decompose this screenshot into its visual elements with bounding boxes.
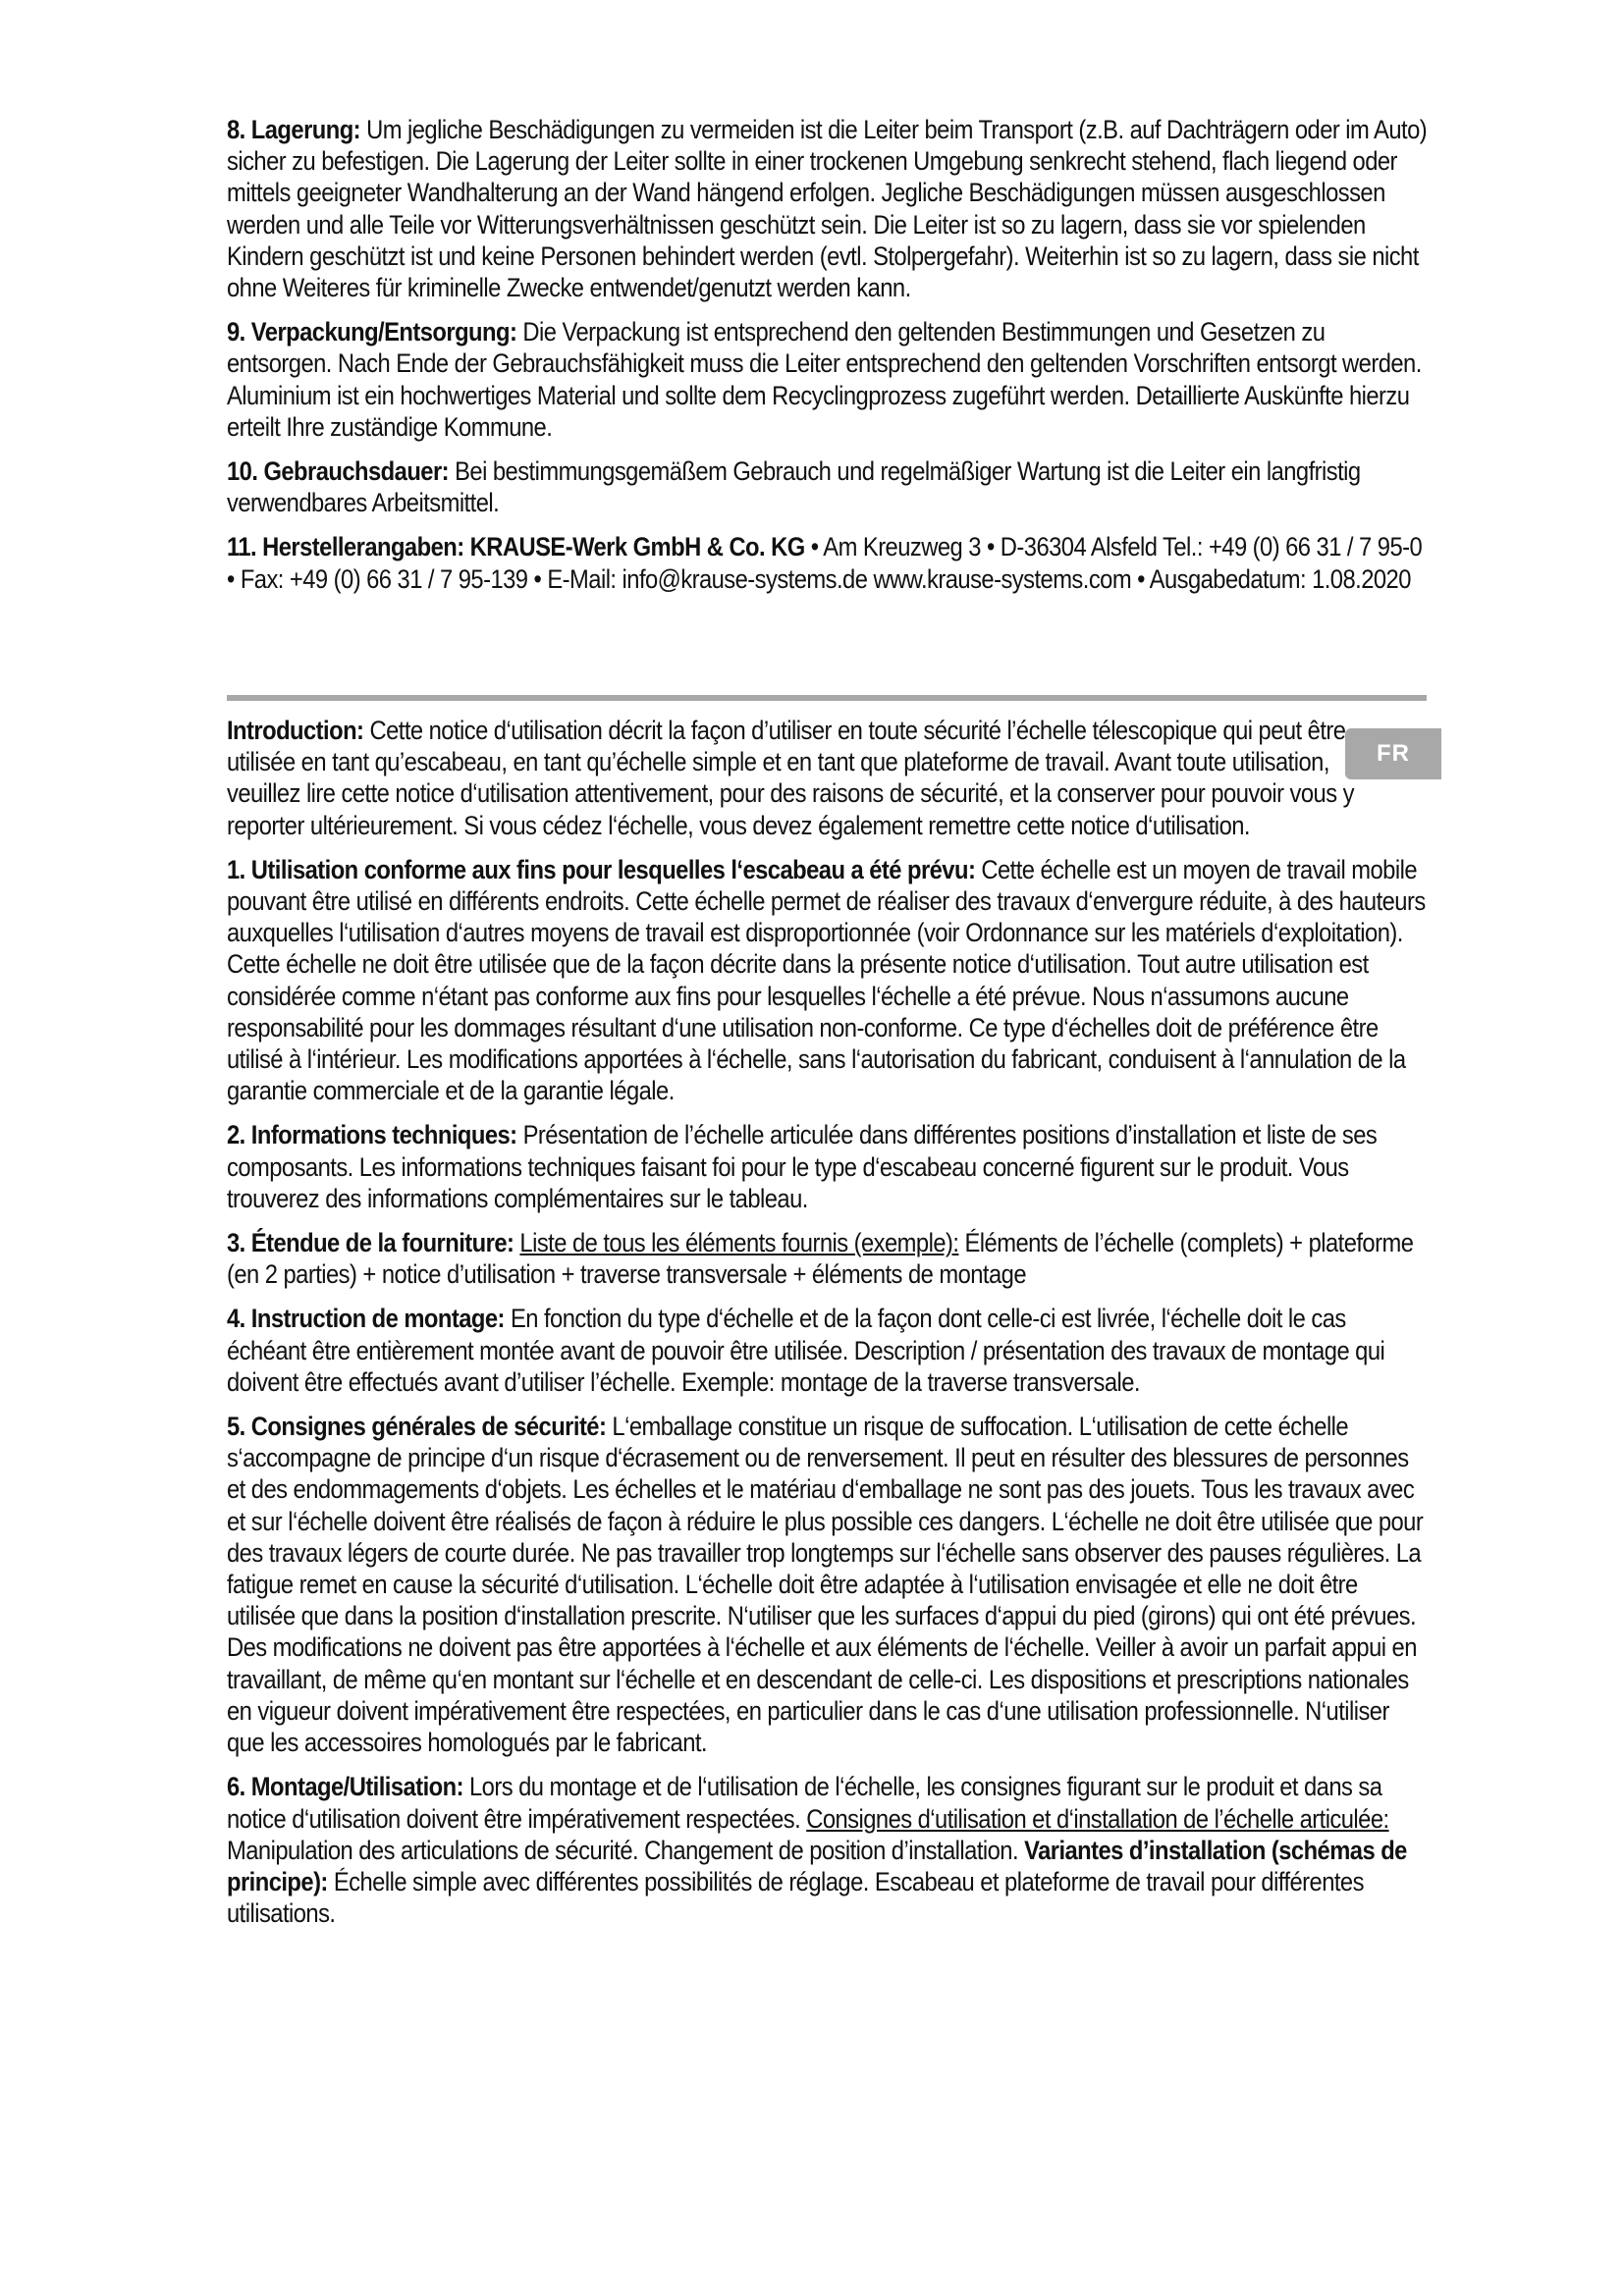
section-title: 2. Informations techniques:	[227, 1120, 517, 1150]
section-herstellerangaben	[227, 531, 1427, 594]
section-title: 4. Instruction de montage:	[227, 1304, 505, 1334]
language-badge-label: FR	[1377, 740, 1410, 767]
section-title: Introduction:	[227, 716, 364, 745]
section-title: 1. Utilisation conforme aux fins pour lesquelles l‘escabeau a été prévu:	[227, 854, 976, 884]
section-verpackung	[227, 316, 1427, 443]
section-body: Éléments de l’échelle (complets) + plateforme (en 2 parties) + notice d’utilisation + traverse transversale + éléments de montage	[227, 1228, 1414, 1290]
section-title: 10. Gebrauchsdauer:	[227, 456, 450, 487]
section-consignes-securite	[227, 1411, 1427, 1758]
section-title: 11. Herstellerangaben: KRAUSE-Werk GmbH & Co. KG	[227, 532, 805, 562]
section-subtitle: Variantes d’installation (schémas de principe):	[227, 1835, 1407, 1896]
section-introduction	[227, 715, 1402, 841]
section-title: 9. Verpackung/Entsorgung:	[227, 317, 517, 347]
section-body: Cette notice d‘utilisation décrit la façon d’utiliser en toute sécurité l’échelle télescopique qui peut être utilisée en tant qu’escabeau, en tant qu’échelle simple et en tant que plateforme de travail. Avant toute utilisation, veuillez lire cette notice d‘utilisation attentivement, pour des raisons de sécurité, et la conserver pour pouvoir vous y reporter ultérieurement. Si vous cédez l‘échelle, vous devez également remettre cette notice d‘utilisation.	[227, 716, 1354, 840]
german-text-block	[227, 114, 1427, 608]
section-body: Échelle simple avec différentes possibilités de réglage. Escabeau et plateforme de travail pour différentes utilisations.	[227, 1866, 1364, 1929]
section-gebrauchsdauer	[227, 455, 1427, 518]
french-text-block	[227, 715, 1427, 1942]
section-body: L‘emballage constitue un risque de suffocation. L‘utilisation de cette échelle s‘accompagne de principe d‘un risque d‘écrasement ou de renversement. Il peut en résulter des blessures de personnes et des endommagements d‘objets. Les échelles et le matériau d‘emballage ne sont pas des jouets. Tous les travaux avec et sur l‘échelle doivent être réalisés de façon à réduire le plus possible ces dangers. L‘échelle ne doit être utilisée que pour des travaux légers de courte durée. Ne pas travailler trop longtemps sur l‘échelle sans observer des pauses régulières. La fatigue remet en cause la sécurité d‘utilisation. L‘échelle doit être adaptée à l‘utilisation envisagée et elle ne doit être utilisée que dans la position d‘installation prescrite. N‘utiliser que les surfaces d‘appui du pied (girons) qui ont été prévues. Des modifications ne doivent pas être apportées à l‘échelle et aux éléments de l‘échelle. Veiller à avoir un parfait appui en travaillant, de même qu‘en montant sur l‘échelle et en descendant de celle-ci. Les dispositions et prescriptions nationales en vigueur doivent impérativement être respectées, en particulier dans le cas d‘une utilisation professionnelle. N‘utiliser que les accessoires homologués par le fabricant.	[227, 1412, 1424, 1758]
section-title: 3. Étendue de la fourniture:	[227, 1228, 514, 1258]
underlined-phrase: Liste de tous les éléments fournis (exemple):	[519, 1228, 959, 1258]
section-title: 8. Lagerung:	[227, 115, 361, 144]
section-title: 5. Consignes générales de sécurité:	[227, 1412, 607, 1442]
section-body: Cette échelle est un moyen de travail mobile pouvant être utilisé en différents endroits. Cette échelle permet de réaliser des travaux d‘envergure réduite, à des hauteurs auxquelles l‘utilisation d‘autres moyens de travail est disproportionnée (voir Ordonnance sur les matériels d‘exploitation). Cette échelle ne doit être utilisée que de la façon décrite dans la présente notice d‘utilisation. Tout autre utilisation est considérée comme n‘étant pas conforme aux fins pour lesquelles l‘échelle a été prévue. Nous n‘assumons aucune responsabilité pour les dommages résultant d‘une utilisation non-conforme. Ce type d‘échelles doit de préférence être utilisé à l‘intérieur. Les modifications apportées à l‘échelle, sans l‘autorisation du fabricant, conduisent à l‘annulation de la garantie commerciale et de la garantie légale.	[227, 854, 1426, 1106]
section-montage-utilisation	[227, 1771, 1427, 1929]
underlined-phrase: Consignes d‘utilisation et d‘installation de l’échelle articulée:	[806, 1803, 1389, 1834]
section-body: Manipulation des articulations de sécurité. Changement de position d’installation.	[227, 1835, 1025, 1865]
section-body: Die Verpackung ist entsprechend den geltenden Bestimmungen und Gesetzen zu entsorgen. Nach Ende der Gebrauchsfähigkeit muss die Leiter entsprechend den geltenden Vorschriften entsorgt werden. Aluminium ist ein hochwertiges Material und sollte dem Recyclingprozess zugeführt werden. Detaillierte Auskünfte hierzu erteilt Ihre zuständige Kommune.	[227, 317, 1422, 442]
section-utilisation-conforme	[227, 854, 1427, 1107]
section-instruction-montage	[227, 1303, 1427, 1398]
section-title: 6. Montage/Utilisation:	[227, 1772, 463, 1802]
section-body: En fonction du type d‘échelle et de la façon dont celle-ci est livrée, l‘échelle doit le cas échéant être entièrement montée avant de pouvoir être utilisée. Description / présentation des travaux de montage qui doivent être effectués avant d’utiliser l’échelle. Exemple: montage de la traverse transversale.	[227, 1304, 1385, 1397]
section-lagerung	[227, 114, 1427, 303]
section-body: Lors du montage et de l‘utilisation de l‘échelle, les consignes figurant sur le produit et dans sa notice d‘utilisation doivent être impérativement respectées.	[227, 1772, 1382, 1834]
section-divider	[227, 695, 1427, 701]
section-body: • Am Kreuzweg 3 • D-36304 Alsfeld Tel.: +49 (0) 66 31 / 7 95-0 • Fax: +49 (0) 66 31 / 7 95-139 • E-Mail: info@krause-systems.de www.krause-systems.com • Ausgabedatum: 1.08.2020	[227, 532, 1423, 594]
section-body: Bei bestimmungsgemäßem Gebrauch und regelmäßiger Wartung ist die Leiter ein langfristig verwendbares Arbeitsmittel.	[227, 456, 1361, 518]
section-etendue-fourniture	[227, 1227, 1427, 1290]
section-body: Présentation de l’échelle articulée dans différentes positions d’installation et liste de ses composants. Les informations techniques faisant foi pour le type d‘escabeau concerné figurent sur le produit. Vous trouverez des informations complémentaires sur le tableau.	[227, 1120, 1378, 1213]
section-informations-techniques	[227, 1119, 1427, 1214]
section-body: Um jegliche Beschädigungen zu vermeiden ist die Leiter beim Transport (z.B. auf Dachträgern oder im Auto) sicher zu befestigen. Die Lagerung der Leiter sollte in einer trockenen Umgebung senkrecht stehend, flach liegend oder mittels geeigneter Wandhalterung an der Wand hängend erfolgen. Jegliche Beschädigungen müssen ausgeschlossen werden und alle Teile vor Witterungsverhältnissen geschützt sein. Die Leiter ist so zu lagern, dass sie vor spielenden Kindern geschützt ist und keine Personen behindert werden (evtl. Stolpergefahr). Weiterhin ist so zu lagern, dass sie nicht ohne Weiteres für kriminelle Zwecke entwendet/genutzt werden kann.	[227, 115, 1428, 303]
